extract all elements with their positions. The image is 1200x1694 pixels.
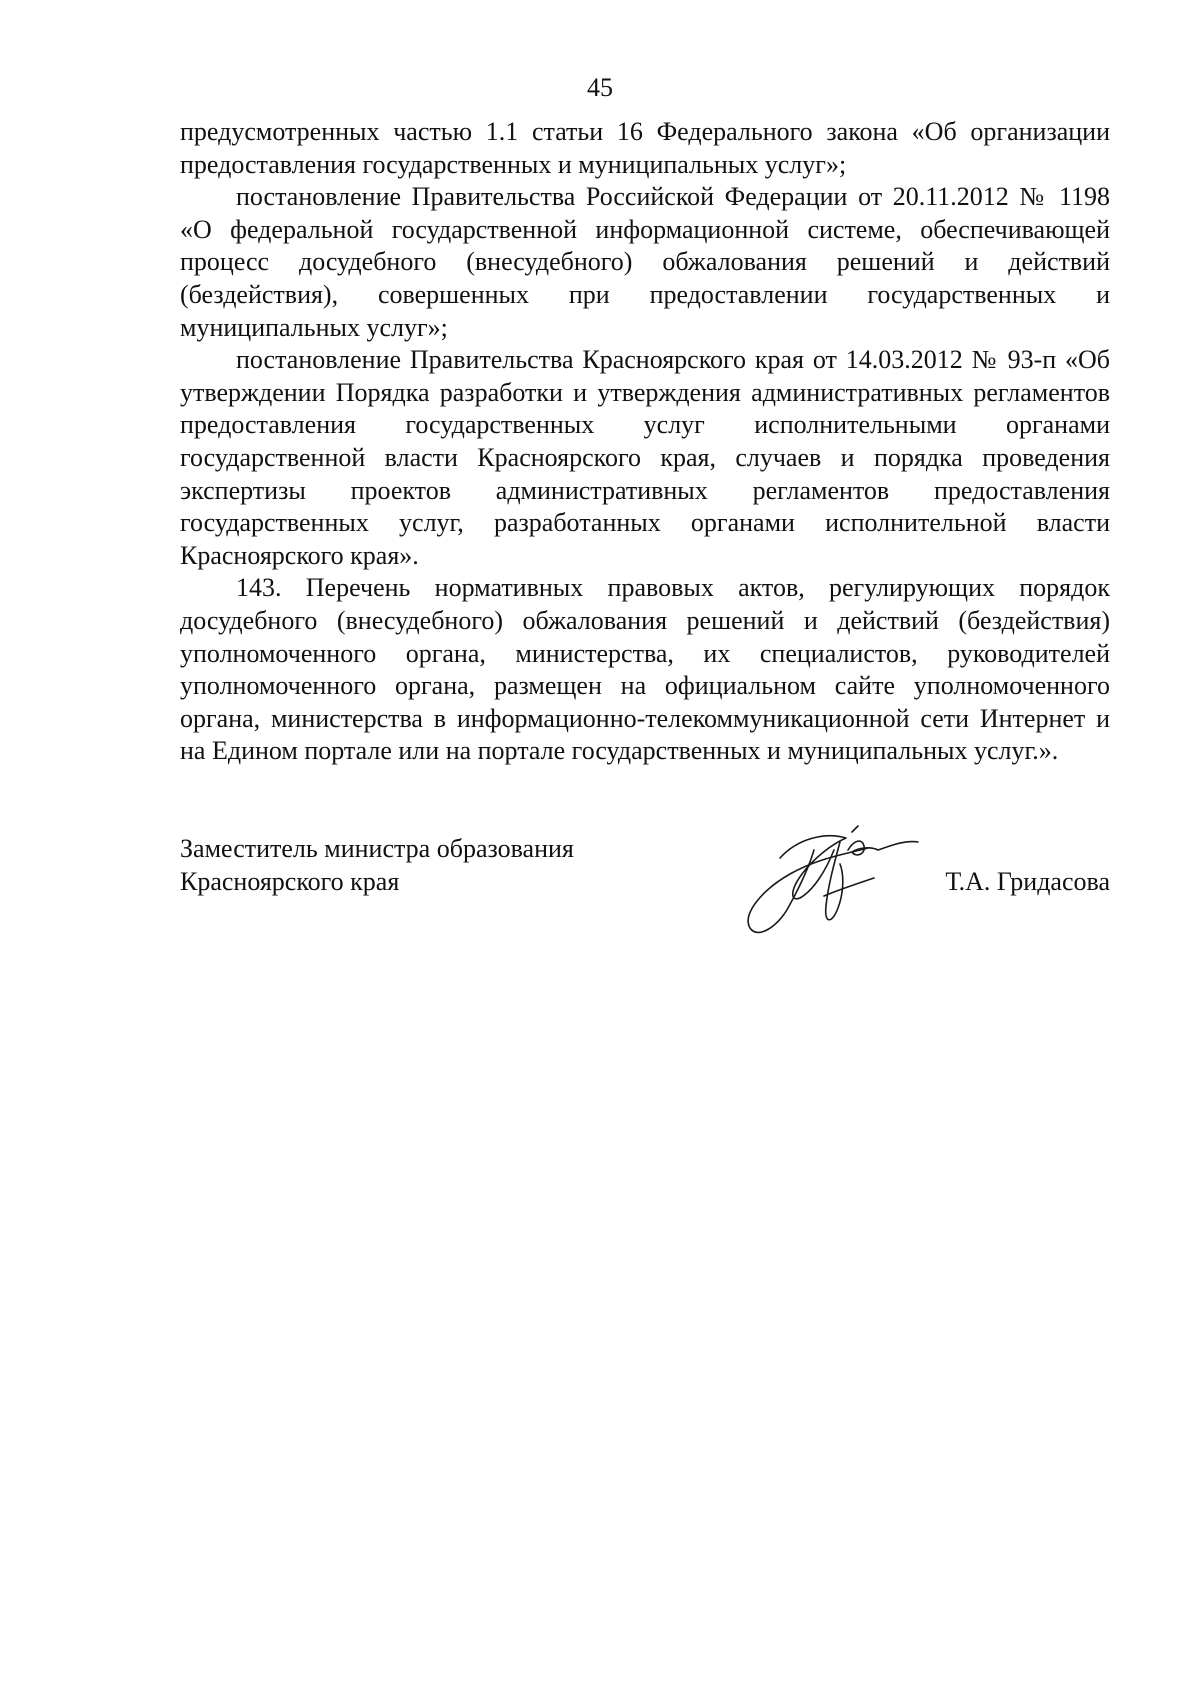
handwritten-signature [728,824,928,954]
paragraph-laws-continued: предусмотренных частью 1.1 статьи 16 Федерального закона «Об организации предоставления государственных и муниципальных услуг»; [180,117,1110,179]
paragraph-krasnoyarsk-resolution-93p: постановление Правительства Красноярского края от 14.03.2012 № 93-п «Об утверждении Порядка разработки и утверждения административных регламентов предоставления государственных услуг исполнительными органами государственной власти Красноярского края, случаев и порядка проведения экспертизы проектов административных регламентов предоставления государственных услуг, разработанных органами исполнительной власти Красноярского края». [180,345,1110,570]
paragraph-government-resolution-1198: постановление Правительства Российской Федерации от 20.11.2012 № 1198 «О федеральной государственной информационной системе, обеспечивающей процесс досудебного (внесудебного) обжалования решений и действий (бездействия), совершенных при предоставлении государственных и муниципальных услуг»; [180,182,1110,342]
signature-block [180,832,1110,982]
signatory-name: Т.А. Гридасова [945,867,1110,896]
signatory-position-line-2: Красноярского края [180,867,400,896]
document-body [180,116,1110,768]
page-number: 45 [587,73,613,102]
paragraph-143-list-of-acts: 143. Перечень нормативных правовых актов, регулирующих порядок досудебного (внесудебного) обжалования решений и действий (бездействия) уполномоченного органа, министерства, их специалистов, руководителей уполномоченного органа, размещен на официальном сайте уполномоченного органа, министерства в информационно-телекоммуникационной сети Интернет и на Едином портале или на портале государственных и муниципальных услуг.». [180,573,1110,766]
signatory-position-line-1: Заместитель министра образования [180,834,574,863]
signatory-position [180,832,574,898]
